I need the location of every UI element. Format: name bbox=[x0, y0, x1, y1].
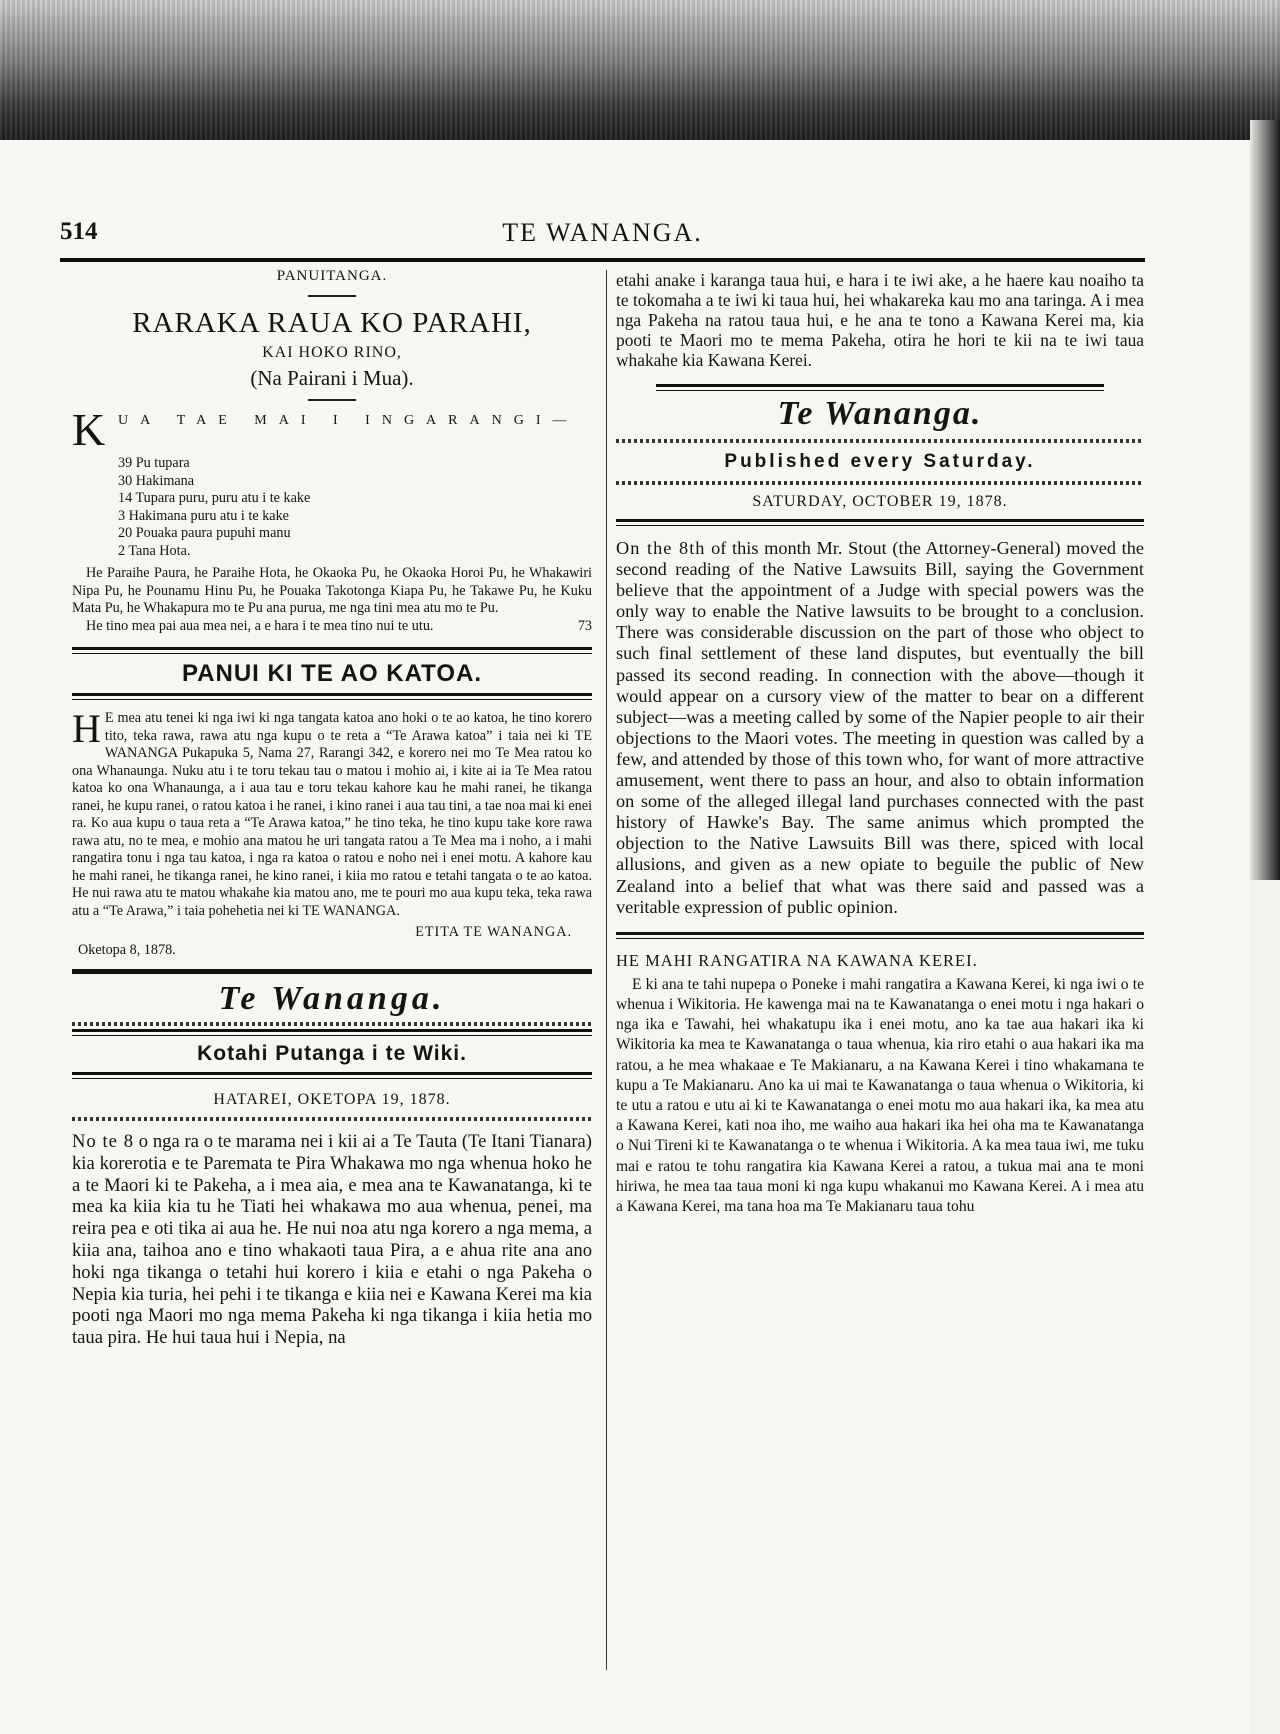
english-article bbox=[616, 538, 1144, 918]
advert-intro-text: UA TAE MAI I INGARANGI— bbox=[118, 413, 579, 428]
list-item: 14 Tupara puru, puru atu i te kake bbox=[118, 490, 311, 506]
english-article-body: of this month Mr. Stout (the Attorney-General) moved the second reading of the Native Lawsuits Bill, saying the Government believe that the appointment of a Judge with special powers was the only way to enable the Native lawsuits to be brought to a conclusion. There was considerable discussion on the part of those who object to such final settlement of these land disputes, but eventually the bill passed its second reading. In connection with the above—though it would appear on a cursory view of the matter to bear on a different subject—was a meeting called by some of the Napier people to air their objections to the Maori votes. The meeting in question was called by a few, and attended by those of this town who, for want of more attractive amusement, went there to pass an hour, and also to obtain information on some of the alleged illegal land purchases connected with the past history of Hawke's Bay. The same animus which prompted the objection to the Native Lawsuits Bill was there, spiced with local allusions, and given as a new opiate to beguile the public of New Zealand into a belief that what was there said and passed was a veritable expression of public opinion. bbox=[616, 538, 1144, 917]
list-item: 3 Hakimana puru atu i te kake bbox=[118, 507, 289, 524]
drop-cap: H bbox=[72, 706, 101, 751]
section-rule bbox=[72, 1029, 592, 1036]
notice-body-block bbox=[72, 706, 593, 920]
advert-body: He Paraihe Paura, he Paraihe Hota, he Okaoka Pu, he Okaoka Horoi Pu, he Whakawiri Nipa Pu, he Pounamu Hinu Pu, he Pouaka Takotonga Kiapa Pu, he Takawe Pu, he Kuku Mata Pu, he Whakapura mo te Pu ana purua, me nga tini mea atu mo te Pu. bbox=[72, 565, 592, 616]
continuation-text: etahi anake i karanga taua hui, e hara i te iwi ake, a he haere kau noaiho ta te tokomaha a te iwi ki taua hui, hei whakareka kau mo ana taringa. A i mea nga Pakeha na ratou taua hui, e he ana te tono a Kawana Kerei ma, kia pooti te Maori mo te mema Pakeha, otira he hori te kii na te iwi taua whakahe kia Kawana Kerei. bbox=[616, 270, 1144, 370]
section-rule bbox=[72, 647, 592, 654]
notice-heading: PANUI KI TE AO KATOA. bbox=[181, 660, 483, 687]
column-divider bbox=[606, 270, 607, 1670]
divider bbox=[308, 399, 356, 401]
section-rule bbox=[72, 969, 592, 974]
section-rule bbox=[72, 693, 592, 700]
wavy-rule bbox=[616, 481, 1144, 485]
maori-article bbox=[72, 1131, 592, 1349]
advert-closing bbox=[72, 618, 592, 636]
english-masthead-date: SATURDAY, OCTOBER 19, 1878. bbox=[752, 493, 1008, 510]
advert-number: 73 bbox=[577, 617, 592, 634]
advert-trade: KAI HOKO RINO, bbox=[262, 344, 402, 361]
advert-business-name: RARAKA RAUA KO PARAHI, bbox=[132, 307, 532, 339]
list-item: 39 Pu tupara bbox=[118, 455, 190, 471]
drop-cap: K bbox=[72, 404, 106, 455]
scan-page-edge bbox=[1250, 120, 1280, 880]
maori-article-lead: No te 8 bbox=[72, 1131, 134, 1152]
advert-formerly: (Na Pairani i Mua). bbox=[250, 366, 414, 390]
list-item: 2 Tana Hota. bbox=[118, 542, 191, 559]
section-rule bbox=[616, 932, 1144, 939]
maori-masthead-date: HATAREI, OKETOPA 19, 1878. bbox=[213, 1091, 451, 1108]
maori-article-body: o nga ra o te marama nei i kii ai a Te Tauta (Te Itani Tianara) kia korerotia e te Paremata te Pira Whakawa mo nga whenua hoko he a te Maori ki te Pakeha, a i mea aia, e mea ana te Kawanatanga, ki te mea ka kiia kia tu he Tiati hei whakawa mo aua whenua, penei, ma reira pea e oti tika ai aua he. He nui noa atu nga korero a nga mema, a kiia ana, taihoa ano e tino whakaoti taua Pira, a e ahua rite ana ano hoki nga tikanga o tetahi hui korero i kiia e etahi o nga Pakeha o Nepia kia turia, hei pehi i te tikanga e kiia nei e Kawana Kerei ma kia pooti nga Maori mo nga mema Pakeha ki nga tikanga i kiia hetia mo taua pira. He hui taua hui i Nepia, na bbox=[72, 1131, 592, 1349]
advert-closing-text: He tino mea pai aua mea nei, a e hara i te mea tino nui te utu. bbox=[86, 617, 434, 634]
maori-masthead-title: Te Wananga. bbox=[218, 980, 446, 1017]
left-column bbox=[72, 268, 592, 1349]
notice-date: Oketopa 8, 1878. bbox=[78, 941, 176, 958]
english-masthead-subtitle: Published every Saturday. bbox=[724, 451, 1036, 472]
divider bbox=[308, 295, 356, 297]
english-masthead-title: Te Wananga. bbox=[777, 395, 983, 432]
section-rule bbox=[72, 1072, 592, 1079]
notice-body: E mea atu tenei ki nga iwi ki nga tangata katoa ano hoki o te ao katoa, he tino korero tito, teka rawa, rawa atu nga kupu o te reta a “Te Arawa katoa” i taia nei ki TE WANANGA Pukapuka 5, Nama 27, Rarangi 342, e korero nei mo Te Mea ratou ko ona Whanaunga. Nuku atu i te toru tekau tau o matou i mohio ai, i kite ai ia Te Mea ratou katoa ko ona Whanaunga, a i aua tau e toru tekau kahore kau he mahi ranei, he tikanga ranei, he kupu ranei, o ratou katoa i he ranei, i kino ranei i aua tau tini, a tae noa mai ki enei ra. Ko aua kupu o taua reta a “Te Arawa katoa,” he tino teka, he tino kupu take kore rawa rawa atu, no te mea, e mohio ana matou he uri tangata ratou a Te Mea ma i noho, a i mahi rangatira tonu i nga tau katoa, i nga ra katoa o ratou e noho nei i enei motu. A kahore kau he mahi ranei, he tikanga ranei, he kino ranei, i kiia mo ratou e tetahi tangata o te ao katoa. He nui rawa atu te matou whakahe kia matou ano, me te pouri mo aua kupu teka, teka rawa atu a “Te Arawa,” i taia pohehetia nei ki TE WANANGA. bbox=[72, 710, 593, 919]
header-rule bbox=[60, 258, 1145, 262]
list-item: 20 Pouaka paura pupuhi manu bbox=[118, 525, 291, 541]
advert-intro bbox=[72, 404, 592, 455]
grey-article-heading: HE MAHI RANGATIRA NA KAWANA KEREI. bbox=[616, 950, 978, 970]
right-column bbox=[616, 270, 1144, 1217]
scan-margin bbox=[0, 0, 1280, 140]
notice-signature: ETITA TE WANANGA. bbox=[415, 924, 572, 940]
english-article-lead: On the 8th bbox=[616, 538, 706, 558]
maori-masthead-subtitle: Kotahi Putanga i te Wiki. bbox=[197, 1042, 467, 1065]
page-number: 514 bbox=[60, 218, 98, 245]
wavy-rule bbox=[72, 1022, 592, 1026]
section-rule bbox=[616, 519, 1144, 526]
newspaper-title: TE WANANGA. bbox=[502, 218, 703, 247]
section-rule bbox=[656, 384, 1104, 391]
wavy-rule bbox=[72, 1117, 592, 1121]
advert-heading: PANUITANGA. bbox=[276, 268, 388, 284]
grey-article-body: E ki ana te tahi nupepa o Poneke i mahi rangatira a Kawana Kerei, ki nga iwi o te whenua i Wikitoria. He kawenga mai na te Kawanatanga o enei motu i nga hakari o nga ika e Tawahi, hei whakatupu ika i enei motu, ano ka tae aua hakari ika ki Wikitoria ka mea te Kawanatanga o taua whenua, kia riro etahi o aua hakari ika ma ratou, a he mea whakaae e Te Makianaru, a na Kawana Kerei i tino whakamana te kupu a Te Makianaru. Ano ka ui mai te Kawanatanga o taua whenua o Wikitoria, ki te utu a ratou e utu ai ki te Kawanatanga o enei motu mo aua hakari ika, ka mea atu a Kawana Kerei, kati noa iho, me waiho aua hakari ika hei oha ma te Kawanatanga o Nui Tireni ki te Kawanatanga o te whenua i Wikitoria. A ka mea taua iwi, me tuku mai e ratou te tohu rangatira kia Kawana Kerei a ratou, a tukua mai ana te moni hiriwa, he mea taa taua moni ki nga kupu whakanui mo Kawana Kerei. A i mea atu a Kawana Kerei, ma tana hoa ma Te Makianaru taua tohu bbox=[616, 975, 1144, 1215]
advert-item-list bbox=[118, 455, 592, 560]
list-item: 30 Hakimana bbox=[118, 472, 195, 489]
page-header bbox=[60, 218, 1145, 258]
wavy-rule bbox=[616, 439, 1144, 443]
